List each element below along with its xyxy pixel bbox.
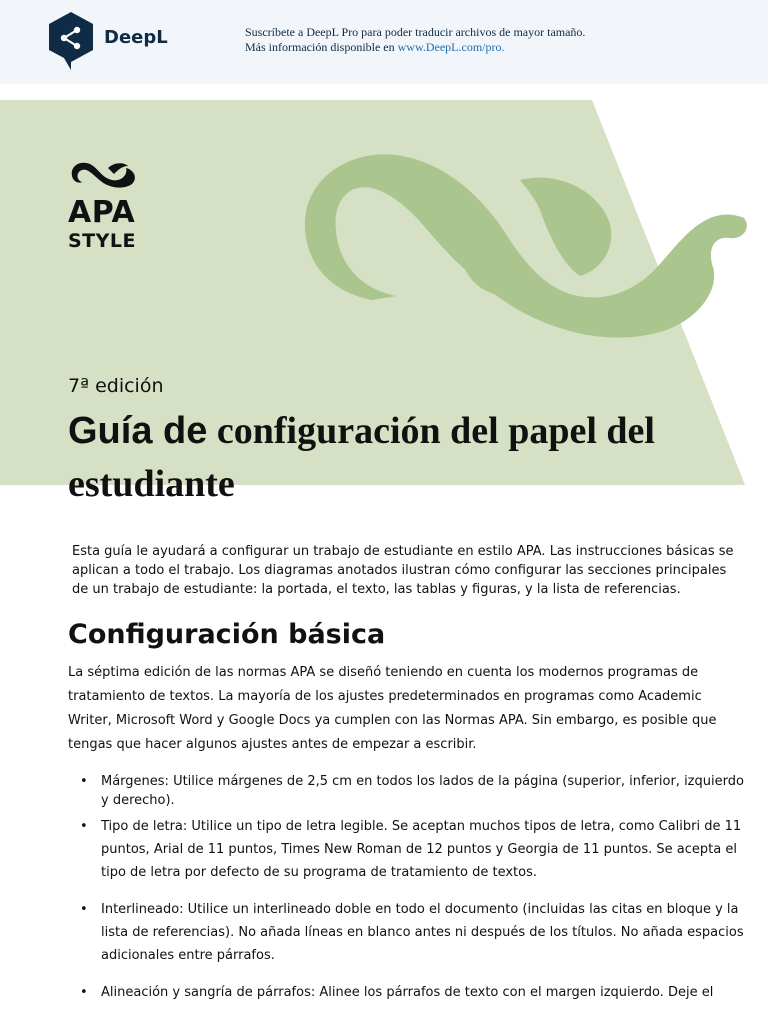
edition-label: 7ª edición [68, 375, 164, 397]
document-title [68, 405, 748, 511]
settings-list [80, 772, 748, 1004]
section-paragraph: La séptima edición de las normas APA se diseñó teniendo en cuenta los modernos programas de tratamiento de textos. La mayoría de los ajustes predeterminados en programas como Academic Writer, Microsoft Word y Google Docs ya cumplen con las Normas APA. Sin embargo, es posible que tengas que hacer algunos ajustes antes de empezar a escribir. [68, 665, 717, 752]
section-heading: Configuración básica [68, 619, 386, 650]
title-part-1: Guía de [68, 410, 208, 452]
title-part-2: configuración del papel del estudiante [68, 410, 655, 505]
list-item-font: • Tipo de letra: Utilice un tipo de letra legible. Se aceptan muchos tipos de letra, como Calibri de 11 puntos, Arial de 11 puntos, Times New Roman de 12 puntos y Georgia de 11 puntos. Se acepta el tipo de letra por defecto de su programa de tratamiento de textos. [80, 815, 748, 884]
list-item-line-spacing: • Interlineado: Utilice un interlineado doble en todo el documento (incluidas las citas en bloque y la lista de referencias). No añada líneas en blanco antes ni después de los títulos. No añada espacios adicionales entre párrafos. [80, 898, 748, 967]
apa-style-logo-text: STYLE [68, 230, 136, 252]
promo-prefix: Más información disponible en [245, 40, 398, 54]
promo-text [245, 25, 585, 55]
promo-line-2 [245, 40, 585, 55]
deepl-pro-link[interactable]: www.DeepL.com/pro. [397, 40, 505, 54]
list-item-margins: • Márgenes: Utilice márgenes de 2,5 cm en todos los lados de la página (superior, inferior, izquierdo y derecho). [80, 772, 748, 810]
deepl-logo-icon[interactable] [46, 10, 96, 72]
apa-swirl-icon [68, 158, 140, 192]
list-item-alignment: • Alineación y sangría de párrafos: Alinee los párrafos de texto con el margen izquierdo. Deje el [80, 981, 748, 1004]
apa-logo-text: APA [68, 195, 136, 230]
deepl-brand-name: DeepL [104, 27, 168, 48]
deepl-banner [0, 0, 768, 84]
promo-line-1: Suscríbete a DeepL Pro para poder traducir archivos de mayor tamaño. [245, 25, 586, 39]
intro-paragraph: Esta guía le ayudará a configurar un trabajo de estudiante en estilo APA. Las instrucciones básicas se aplican a todo el trabajo. Los diagramas anotados ilustran cómo configurar las secciones principales de un trabajo de estudiante: la portada, el texto, las tablas y figuras, y la lista de referencias. [72, 544, 734, 597]
